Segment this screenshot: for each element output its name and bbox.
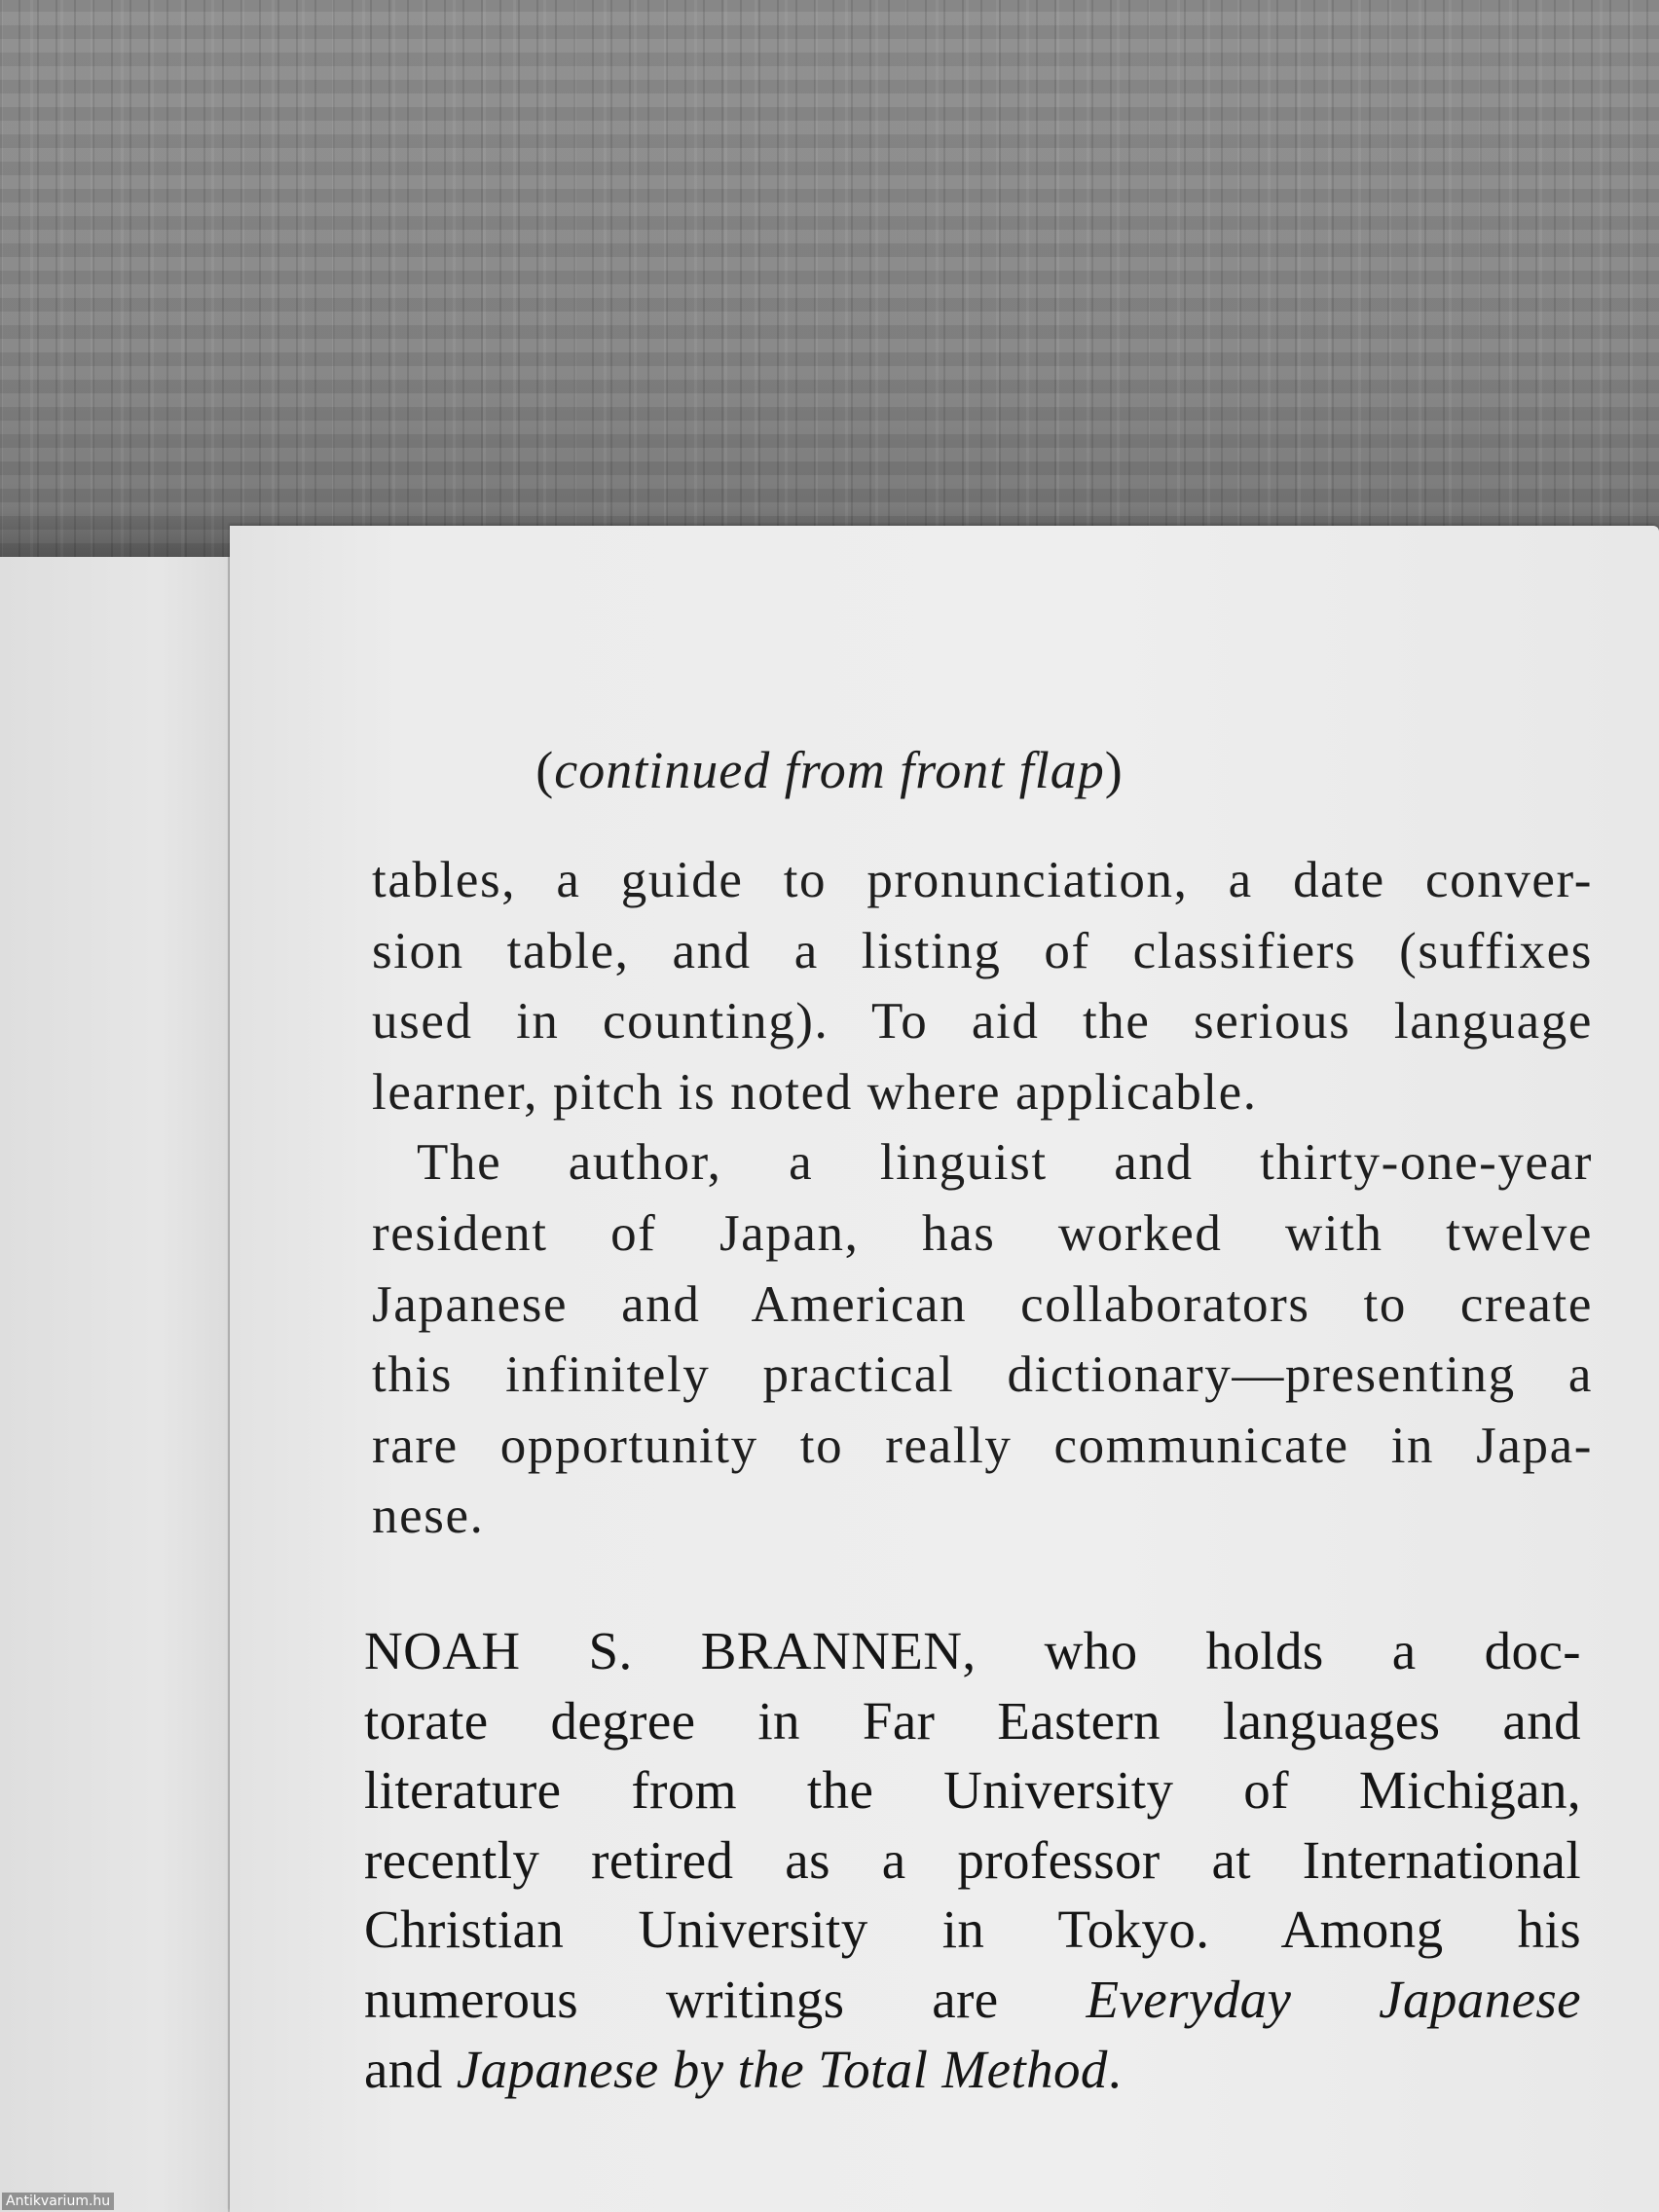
- description-line: used in counting). To aid the serious language: [372, 993, 1593, 1051]
- continued-heading: [0, 740, 1659, 800]
- bio-line: Christian University in Tokyo. Among his: [364, 1899, 1581, 1960]
- bio-line-books-end: [364, 2035, 1581, 2105]
- description-line: tables, a guide to pronunciation, a date conver-: [372, 852, 1593, 908]
- bio-line: recently retired as a professor at International: [364, 1829, 1581, 1890]
- author-bio: [364, 1616, 1581, 2104]
- bio-period: .: [1107, 2039, 1122, 2099]
- bio-line: NOAH S. BRANNEN, who holds a doc-: [364, 1621, 1581, 1680]
- description-line: sion table, and a listing of classifiers (suffixes: [372, 922, 1593, 979]
- heading-close-paren: ): [1104, 741, 1124, 799]
- author-paragraph-line: The author, a linguist and thirty-one-year: [417, 1134, 1593, 1192]
- author-paragraph-line: this infinitely practical dictionary—presenting a: [372, 1346, 1593, 1404]
- bio-line: literature from the University of Michigan,: [364, 1760, 1581, 1821]
- watermark: Antikvarium.hu: [2, 2193, 114, 2210]
- book-title-everyday-japanese: Everyday Japanese: [1086, 1969, 1581, 2029]
- heading-open-paren: (: [535, 741, 555, 799]
- bio-line-books: [364, 1965, 1581, 2035]
- description-paragraphs: [372, 845, 1593, 1552]
- bio-text: numerous writings are: [364, 1969, 1087, 2029]
- cover-texture-background: [0, 0, 1659, 584]
- author-paragraph-line: rare opportunity to really communicate in Japa-: [372, 1417, 1593, 1474]
- bio-line: torate degree in Far Eastern languages and: [364, 1690, 1581, 1751]
- heading-text: continued from front flap: [554, 741, 1105, 799]
- author-paragraph-line: resident of Japan, has worked with twelve: [372, 1204, 1593, 1262]
- left-page-flap: [0, 557, 230, 2212]
- description-line: learner, pitch is noted where applicable.: [372, 1063, 1258, 1121]
- bio-text: and: [364, 2039, 457, 2099]
- author-paragraph-line: Japanese and American collaborators to create: [372, 1275, 1593, 1333]
- author-paragraph-line: nese.: [372, 1488, 485, 1545]
- book-title-total-method: Japanese by the Total Method: [456, 2039, 1108, 2099]
